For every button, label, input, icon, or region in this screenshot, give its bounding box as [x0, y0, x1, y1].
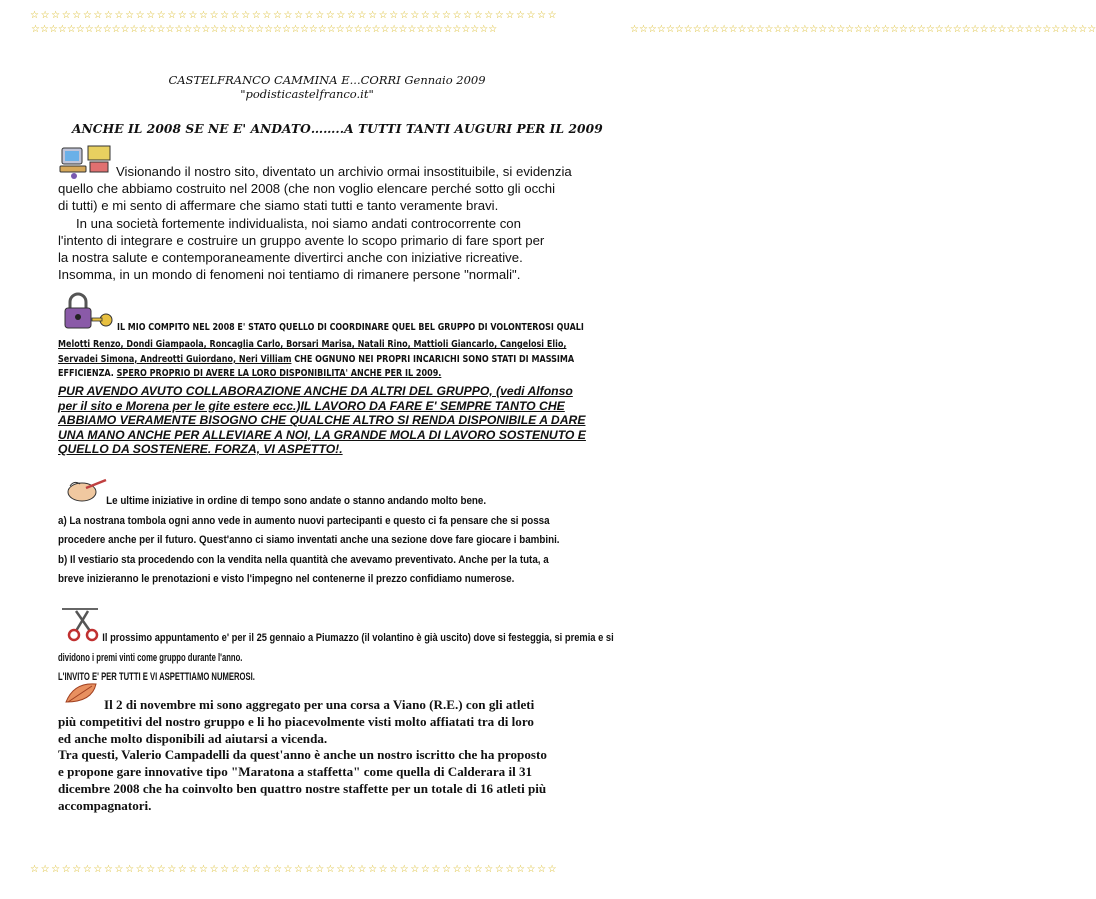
s2-big2: per il sito e Morena per le gite estere ecc.)IL LAVORO DA FARE E' SEMPRE TANTO CHE	[58, 398, 565, 413]
s2-big1: PUR AVENDO AVUTO COLLABORAZIONE ANCHE DA ALTRI DEL GRUPPO, (vedi Alfonso	[58, 384, 573, 398]
s1-line5: l'intento di integrare e costruire un gruppo avente lo scopo primario di fare sport per	[58, 232, 545, 248]
s5-line2: più competitivi del nostro gruppo e li ho piacevolmente visti molto affiatati tra di loro	[58, 713, 534, 729]
s1-line7: Insomma, in un mondo di fenomeni noi tentiamo di rimanere persone "normali".	[58, 267, 521, 283]
s5-line1: Il 2 di novembre mi sono aggregato per una corsa a Viano (R.E.) con gli atleti	[104, 697, 535, 712]
header-line: CASTELFRANCO CAMMINA E...CORRI Gennaio 2009	[168, 73, 486, 87]
section-4	[58, 629, 628, 688]
s3-line3: procedere anche per il futuro. Quest'anno ci siamo inventati anche una sezione dove fare giocare i bambini.	[58, 534, 560, 546]
s5-line7: accompagnatori.	[58, 797, 152, 813]
s3-line1: Le ultime iniziative in ordine di tempo sono andate o stanno andando molto bene.	[106, 495, 487, 507]
s2-big3: ABBIAMO VERAMENTE BISOGNO CHE QUALCHE ALTRO SI RENDA DISPONIBILE A DARE	[58, 413, 586, 427]
s4-line1: Il prossimo appuntamento e' per il 25 gennaio a Piumazzo (il volantino è già uscito) dove si festeggia, si premia e si	[102, 632, 614, 644]
page-title: ANCHE IL 2008 SE NE E' ANDATO……..A TUTTI TANTI AUGURI PER IL 2009	[72, 122, 603, 136]
s2-line3: Servadei Simona, Andreotti Guiordano, Neri Villiam CHE OGNUNO NEI PROPRI INCARICHI SONO STATI DI MASSIMA	[58, 353, 575, 365]
section-3	[58, 492, 618, 590]
header-site: "podisticastelfranco.it"	[240, 87, 374, 101]
s1-line3: di tutti) e mi sento di affermare che siamo stati tutti e tanto veramente bravi.	[58, 198, 499, 214]
s3-line5: breve inizieranno le prenotazioni e visto l'impegno nel contenerne il prezzo confidiamo numerose.	[58, 573, 515, 585]
s1-line4: In una società fortemente individualista, noi siamo andati controcorrente con	[76, 215, 521, 231]
s5-line5: e propone gare innovative tipo "Maratona a staffetta" come quella di Calderara il 31	[58, 764, 533, 780]
s4-line2: dividono i premi vinti come gruppo durante l'anno. L'INVITO E' PER TUTTI E VI ASPETTIAMO NUMEROSI.	[58, 651, 255, 683]
star-border-bottom: ☆☆☆☆☆☆☆☆☆☆☆☆☆☆☆☆☆☆☆☆☆☆☆☆☆☆☆☆☆☆☆☆☆☆☆☆☆☆☆☆☆☆☆☆☆☆☆☆☆☆	[30, 864, 559, 875]
s1-line1: Visionando il nostro sito, diventato un archivio ormai insostituibile, si evidenzia	[116, 164, 572, 179]
s5-line6: dicembre 2008 che ha coinvolto ben quattro nostre staffette per un totale di 16 atleti più	[58, 780, 547, 796]
s3-line2: a) La nostrana tombola ogni anno vede in aumento nuovi partecipanti e questo ci fa pensare che si possa	[58, 514, 550, 527]
s2-names1: Melotti Renzo, Dondi Giampaola, Roncaglia Carlo, Borsari Marisa, Natali Rino, Mattioli Giancarlo, Cangelosi Elio,	[58, 339, 567, 350]
s2-line4: EFFICIENZA. SPERO PROPRIO DI AVERE LA LORO DISPONIBILITA' ANCHE PER IL 2009.	[58, 368, 442, 380]
s5-line4: Tra questi, Valerio Campadelli da quest'anno è anche un nostro iscritto che ha proposto	[58, 747, 547, 763]
section-1	[58, 163, 618, 283]
s3-line4: b) Il vestiario sta procedendo con la vendita nella quantità che avevamo preventivato. Anche per la tuta, a	[58, 553, 549, 566]
s1-line6: la nostra salute e contemporaneamente divertirci anche con iniziative ricreative.	[58, 250, 523, 266]
star-border-left: ☆☆☆☆☆☆☆☆☆☆☆☆☆☆☆☆☆☆☆☆☆☆☆☆☆☆☆☆☆☆☆☆☆☆☆☆☆☆☆☆☆☆☆☆☆☆☆☆☆☆☆☆	[31, 24, 498, 35]
star-border-top: ☆☆☆☆☆☆☆☆☆☆☆☆☆☆☆☆☆☆☆☆☆☆☆☆☆☆☆☆☆☆☆☆☆☆☆☆☆☆☆☆☆☆☆☆☆☆☆☆☆☆	[30, 10, 559, 21]
s2-big4: UNA MANO ANCHE PER ALLEVIARE A NOI, LA GRANDE MOLA DI LAVORO SOSTENUTO E	[58, 427, 586, 442]
s2-line1: IL MIO COMPITO NEL 2008 E' STATO QUELLO DI COORDINARE QUEL BEL GRUPPO DI VOLONTEROSI QUALI	[117, 322, 584, 333]
section-2	[58, 338, 618, 382]
lock-key-icon	[62, 294, 118, 332]
section-2-appeal	[58, 384, 618, 457]
s2-big5: QUELLO DA SOSTENERE. FORZA, VI ASPETTO!.	[58, 442, 343, 456]
s1-line2: quello che abbiamo costruito nel 2008 (che non voglio elencare perché sotto gli occhi	[58, 181, 556, 197]
section-5	[58, 697, 628, 815]
star-border-right: ☆☆☆☆☆☆☆☆☆☆☆☆☆☆☆☆☆☆☆☆☆☆☆☆☆☆☆☆☆☆☆☆☆☆☆☆☆☆☆☆☆☆☆☆☆☆☆☆☆☆☆☆	[630, 24, 1096, 35]
s5-line3: ed anche molto disponibili ad aiutarsi a vicenda.	[58, 730, 328, 746]
